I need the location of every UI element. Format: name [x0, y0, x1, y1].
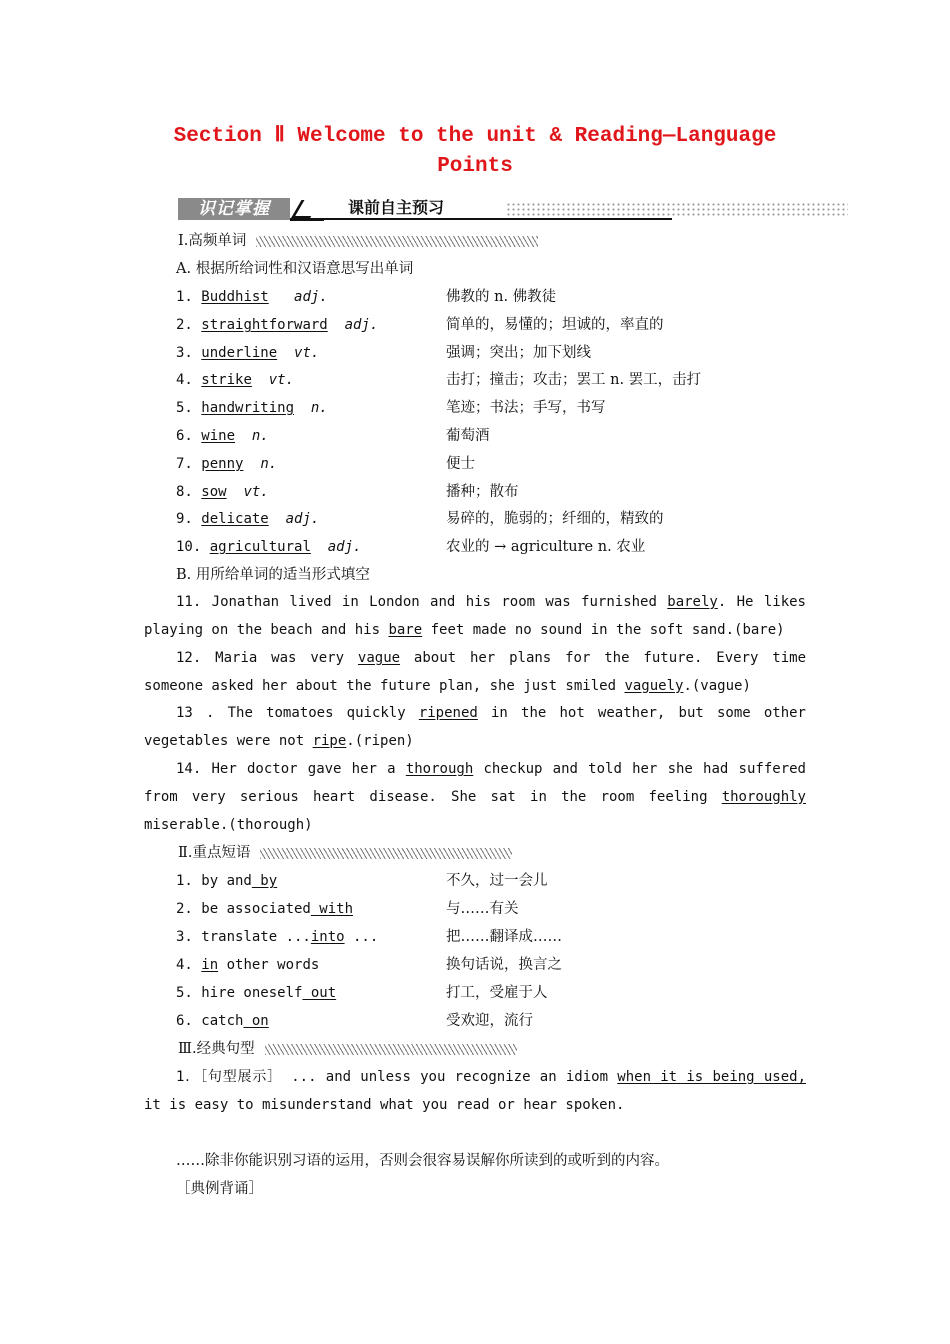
vocab-answer: Buddhist	[201, 289, 269, 305]
vocab-item	[176, 315, 378, 335]
vocab-number: 6.	[176, 428, 193, 444]
vocab-number: 5.	[176, 400, 193, 416]
vocab-pos: n.	[251, 428, 269, 444]
section-heading-1: Ⅰ.高频单词	[178, 231, 538, 251]
fill-sentence-14: 14. Her doctor gave her a thorough checkup and told her she had suffered from very serious heart disease. She sat in the room feeling thoroughly miserable.(thorough)	[144, 761, 806, 833]
phrase-6-en: 6. catch on	[176, 1013, 269, 1029]
vocab-number: 10.	[176, 539, 202, 555]
fill-sentence-12: 12. Maria was very vague about her plans for the future. Every time someone asked her about the future plan, she just smiled vaguely.(vague)	[144, 650, 806, 694]
vocab-meaning: 强调；突出；加下划线	[446, 345, 591, 361]
vocab-pos: vt.	[294, 345, 320, 361]
vocab-pos: vt.	[243, 484, 269, 500]
pattern-translation: ……除非你能识别习语的运用，否则会很容易误解你所读到的或听到的内容。	[176, 1153, 669, 1169]
vocab-meaning: 击打；撞击；攻击；罢工 n. 罢工，击打	[446, 372, 702, 388]
phrase-3-zh: 把……翻译成……	[446, 929, 562, 945]
hatch-decoration	[260, 848, 512, 859]
vocab-pos: n.	[260, 456, 278, 472]
phrase-5-en: 5. hire oneself out	[176, 985, 337, 1001]
vocab-item	[176, 370, 294, 390]
phrase-1-en: 1. by and by	[176, 873, 278, 889]
phrase-5-zh: 打工，受雇于人	[446, 985, 548, 1001]
answer-bare: bare	[388, 621, 423, 638]
vocab-answer: strike	[201, 372, 252, 388]
vocab-number: 4.	[176, 372, 193, 388]
phrase-6-zh: 受欢迎，流行	[446, 1013, 533, 1029]
answer-in: in	[201, 957, 219, 973]
answer-thorough: thorough	[405, 761, 474, 777]
banner-label: 课前自主预习	[348, 198, 445, 217]
vocab-answer: underline	[201, 345, 278, 361]
vocab-number: 2.	[176, 317, 193, 333]
banner-logo: 识记掌握	[178, 198, 290, 220]
vocab-number: 9.	[176, 511, 193, 527]
answer-out: out	[302, 985, 337, 1001]
vocab-answer: wine	[201, 428, 236, 444]
vocab-answer: handwriting	[201, 400, 295, 416]
section-heading-3: Ⅲ.经典句型	[178, 1039, 517, 1059]
vocab-meaning: 易碎的，脆弱的；纤细的，精致的	[446, 511, 664, 527]
vocab-item	[176, 398, 328, 418]
vocab-answer: straightforward	[201, 317, 328, 333]
page-title-line-1: Section Ⅱ Welcome to the unit & Reading—Language	[173, 125, 777, 148]
vocab-number: 1.	[176, 289, 193, 305]
phrase-1-zh: 不久，过一会儿	[446, 873, 548, 889]
vocab-pos: adj.	[285, 511, 320, 527]
fill-sentence-11: 11. Jonathan lived in London and his room was furnished barely. He likes playing on the beach and his bare feet made no sound in the soft sand.(bare)	[144, 594, 806, 638]
phrase-4-zh: 换句话说，换言之	[446, 957, 562, 973]
vocab-answer: penny	[201, 456, 244, 472]
vocab-answer: delicate	[201, 511, 269, 527]
vocab-meaning: 农业的 → agriculture n. 农业	[446, 539, 646, 555]
answer-vague: vague	[357, 650, 401, 666]
section-heading-2: Ⅱ.重点短语	[178, 843, 512, 863]
section-banner	[178, 196, 850, 222]
vocab-item	[176, 537, 361, 557]
pattern-sentence: 1．［句型展示］ ... and unless you recognize an idiom when it is being used, it is easy to misunderstand what you read or hear spoken.	[144, 1069, 806, 1113]
answer-barely: barely	[667, 594, 718, 610]
vocab-meaning: 便士	[446, 456, 475, 472]
banner-dot-pattern	[506, 202, 848, 216]
vocab-number: 3.	[176, 345, 193, 361]
phrase-4-en: 4. in other words	[176, 957, 320, 973]
vocab-meaning: 佛教的 n. 佛教徒	[446, 289, 557, 305]
vocab-answer: sow	[201, 484, 227, 500]
vocab-pos: vt.	[268, 372, 295, 388]
example-label: ［典例背诵］	[176, 1181, 263, 1197]
vocab-item	[176, 343, 319, 363]
answer-with: with	[310, 901, 354, 917]
answer-ripe: ripe	[312, 732, 347, 749]
phrase-3-en: 3. translate ...into ...	[176, 929, 379, 945]
vocab-pos: adj.	[327, 539, 362, 555]
answer-vaguely: vaguely	[624, 677, 684, 694]
answer-thoroughly: thoroughly	[721, 788, 806, 805]
page-title-line-2: Points	[437, 155, 513, 178]
part-a-heading: A. 根据所给词性和汉语意思写出单词	[176, 261, 414, 277]
vocab-meaning: 葡萄酒	[446, 428, 490, 444]
vocab-meaning: 播种；散布	[446, 484, 519, 500]
banner-hook-icon	[290, 198, 324, 221]
vocab-pos: adj.	[344, 317, 379, 333]
vocab-answer: agricultural	[209, 539, 311, 555]
answer-into: into	[310, 929, 345, 945]
hatch-decoration	[265, 1044, 517, 1055]
pattern-underline: when it is being used,	[617, 1069, 806, 1085]
vocab-pos: n.	[310, 400, 328, 416]
vocab-item	[176, 454, 277, 474]
part-b-heading: B. 用所给单词的适当形式填空	[176, 567, 370, 583]
vocab-meaning: 笔迹；书法；手写，书写	[446, 400, 606, 416]
vocab-item	[176, 287, 328, 307]
vocab-item	[176, 426, 269, 446]
answer-ripened: ripened	[418, 705, 478, 721]
hatch-decoration	[256, 236, 538, 247]
vocab-item	[176, 509, 319, 529]
vocab-meaning: 简单的，易懂的；坦诚的，率直的	[446, 317, 664, 333]
fill-sentence-13: 13 . The tomatoes quickly ripened in the hot weather, but some other vegetables were not ripe.(ripen)	[144, 705, 806, 749]
vocab-pos: adj.	[294, 289, 328, 305]
vocab-number: 8.	[176, 484, 193, 500]
answer-on: on	[243, 1013, 269, 1029]
phrase-2-en: 2. be associated with	[176, 901, 354, 917]
vocab-number: 7.	[176, 456, 193, 472]
answer-by: by	[251, 873, 278, 889]
phrase-2-zh: 与……有关	[446, 901, 519, 917]
vocab-item	[176, 482, 269, 502]
